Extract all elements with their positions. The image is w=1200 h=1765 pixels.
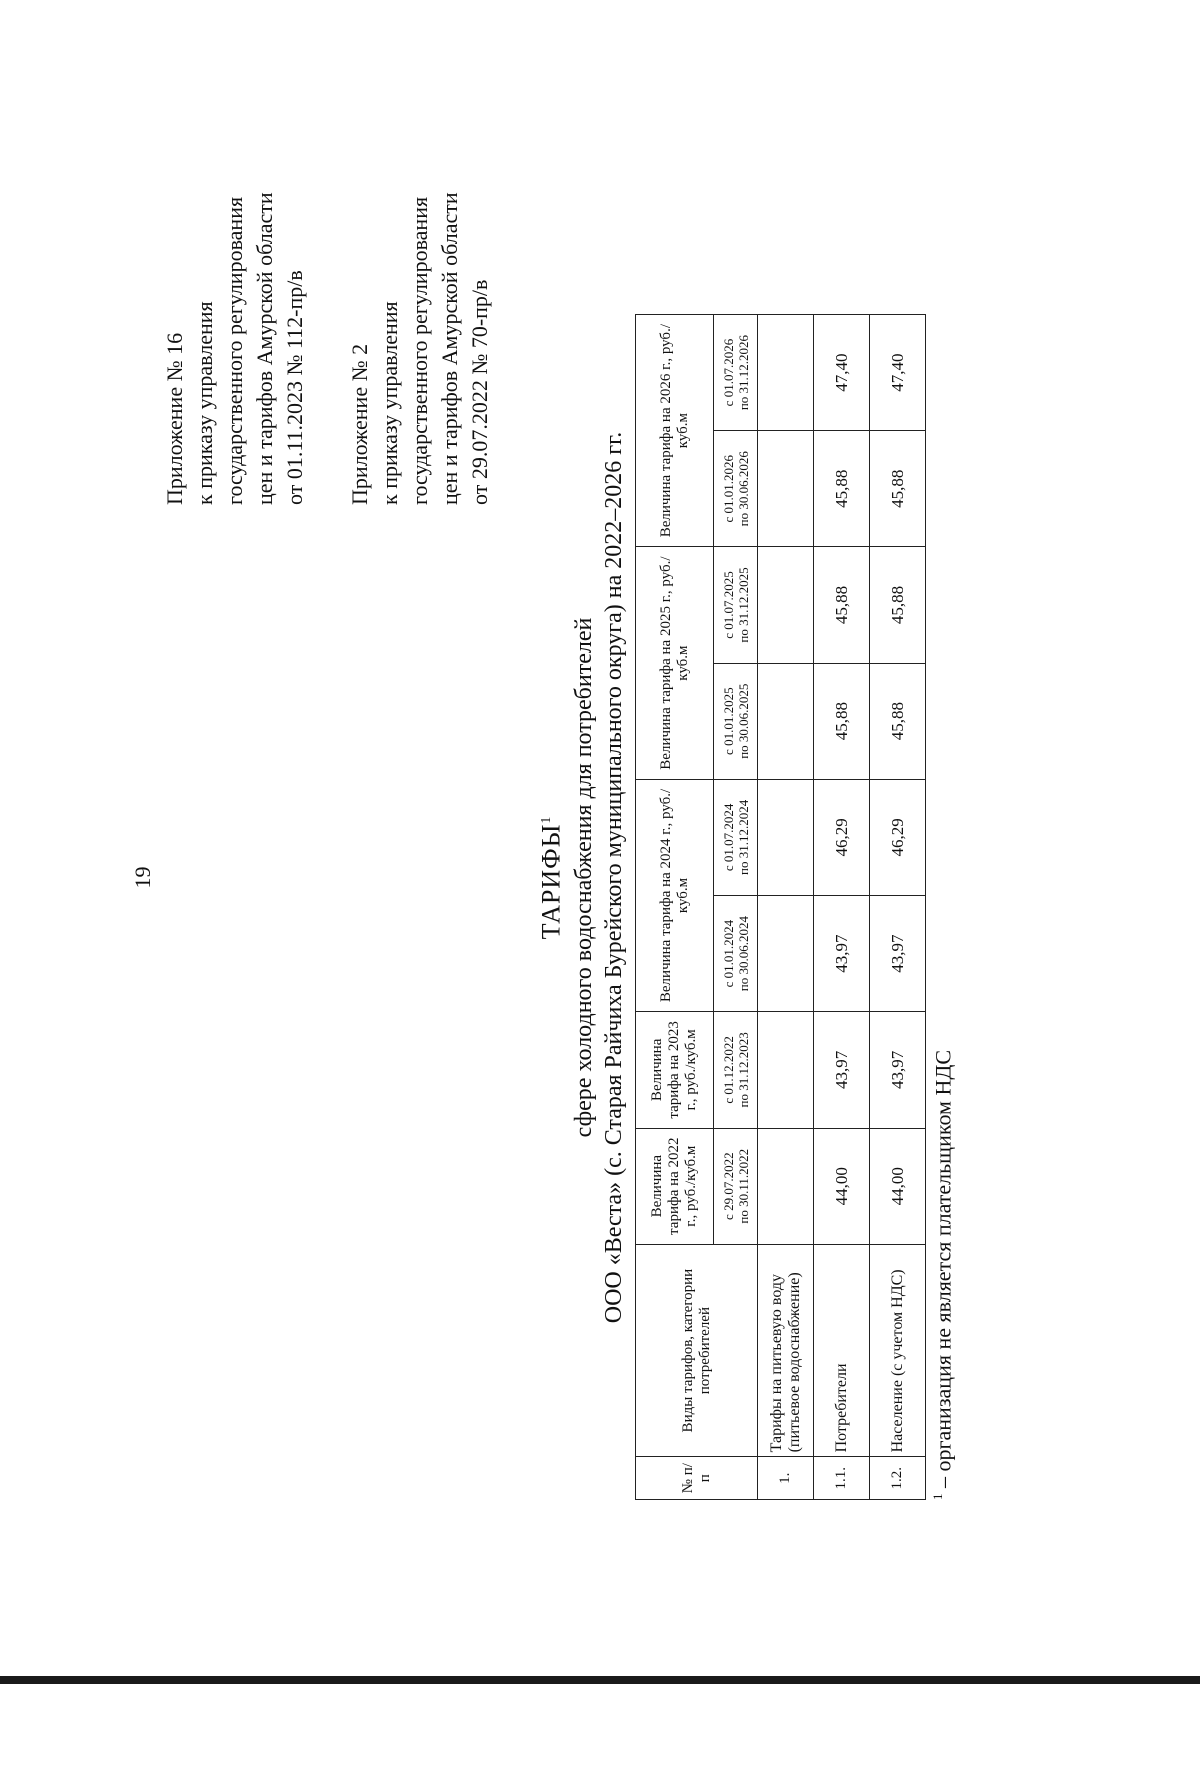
tariff-category: Потребители: [814, 1244, 870, 1457]
appendix-current-line: Приложение № 16: [162, 332, 187, 505]
tariff-value: [758, 663, 814, 779]
period-2026-h1: [714, 431, 758, 547]
period-2022: [714, 1128, 758, 1244]
appendix-current: [160, 145, 310, 505]
period-from: с 01.01.2025: [720, 687, 736, 755]
period-to: по 30.06.2024: [735, 915, 751, 992]
appendix-current-line: к приказу управления: [192, 301, 217, 505]
tariff-value: 47,40: [814, 314, 870, 430]
period-2026-h2: [714, 314, 758, 430]
tariff-value: 46,29: [814, 779, 870, 895]
tariff-value: [758, 895, 814, 1011]
period-to: по 30.11.2022: [735, 1148, 751, 1224]
table-row: [814, 201, 870, 1500]
appendix-current-line: от 01.11.2023 № 112-пр/в: [282, 270, 307, 505]
period-from: с 01.07.2026: [720, 338, 736, 407]
rotated-page: [130, 150, 980, 1605]
period-2023: [714, 1012, 758, 1128]
footnote: [930, 1050, 956, 1500]
document-title: [530, 150, 569, 1605]
header-year-2026: Величина тарифа на 2026 г., руб./куб.м: [636, 314, 714, 546]
table-row: [758, 201, 814, 1500]
period-from: с 01.01.2024: [720, 919, 736, 988]
tariff-value: 44,00: [814, 1128, 870, 1244]
tariff-value: 43,97: [814, 895, 870, 1011]
page-number: 19: [130, 866, 155, 889]
header-year-2023: Величина тарифа на 2023 г., руб./куб.м: [636, 1012, 714, 1128]
tariff-value: [758, 547, 814, 663]
appendix-original-line: Приложение № 2: [347, 343, 372, 505]
title-block: [530, 150, 629, 1605]
tariff-value: 45,88: [870, 663, 926, 779]
tariff-value: 45,88: [814, 431, 870, 547]
tariff-value: [758, 779, 814, 895]
appendix-current-line: цен и тарифов Амурской области: [252, 192, 277, 505]
document-title-text: ТАРИФЫ: [536, 823, 566, 940]
footnote-text: – организация не является плательщиком НДС: [930, 1049, 956, 1494]
row-number: 1.: [758, 1457, 814, 1500]
appendix-original-line: цен и тарифов Амурской области: [437, 192, 462, 505]
tariff-value: 45,88: [870, 431, 926, 547]
row-number: 1.1.: [814, 1457, 870, 1500]
period-2024-h2: [714, 779, 758, 895]
tariff-value: 45,88: [814, 663, 870, 779]
period-from: с 01.12.2022: [720, 1036, 736, 1104]
header-name: Виды тарифов, категории потребителей: [636, 1244, 758, 1457]
tariff-value: 43,97: [814, 1012, 870, 1128]
tariff-value: 47,40: [870, 314, 926, 430]
footnote-reference: 1: [539, 815, 554, 824]
row-number: 1.2.: [870, 1457, 926, 1500]
period-to: по 30.06.2026: [735, 451, 751, 527]
header-year-2025: Величина тарифа на 2025 г., руб./куб.м: [636, 547, 714, 779]
period-to: по 31.12.2024: [735, 799, 751, 875]
tariff-value: [758, 1128, 814, 1244]
appendix-original: [345, 145, 495, 505]
period-from: с 01.01.2026: [720, 455, 736, 523]
tariff-value: 43,97: [870, 895, 926, 1011]
table-header-row: [636, 201, 714, 1500]
document-subtitle: ООО «Веста» (с. Старая Райчиха Бурейского муниципального округа) на 2022–2026 гг.: [600, 431, 627, 1324]
header-year-2024: Величина тарифа на 2024 г., руб./куб.м: [636, 779, 714, 1011]
tariff-value: [758, 431, 814, 547]
scan-edge-bar: [0, 1676, 1200, 1684]
tariff-category: Население (с учетом НДС): [870, 1244, 926, 1457]
header-num: № п/п: [636, 1457, 758, 1500]
tariff-value: 44,00: [870, 1128, 926, 1244]
tariffs-table: [635, 200, 926, 1500]
tariff-value: 45,88: [870, 547, 926, 663]
period-2025-h2: [714, 547, 758, 663]
tariff-value: [758, 1012, 814, 1128]
period-to: по 31.12.2023: [735, 1032, 751, 1108]
table-row: [870, 201, 926, 1500]
header-year-2022: Величина тарифа на 2022 г., руб./куб.м: [636, 1128, 714, 1244]
appendix-original-line: государственного регулирования: [407, 196, 432, 505]
tariff-category: Тарифы на питьевую воду (питьевое водоснабжение): [758, 1244, 814, 1457]
tariff-value: 43,97: [870, 1012, 926, 1128]
period-to: по 31.12.2026: [735, 334, 751, 411]
period-from: с 01.07.2024: [720, 803, 736, 872]
period-from: с 01.07.2025: [720, 571, 736, 639]
appendix-original-line: к приказу управления: [377, 301, 402, 505]
footnote-mark: 1: [930, 1493, 945, 1500]
document-subtitle: сфере холодного водоснабжения для потребителей: [570, 617, 597, 1138]
period-2024-h1: [714, 895, 758, 1011]
period-2025-h1: [714, 663, 758, 779]
period-to: по 30.06.2025: [735, 683, 751, 759]
tariff-value: 45,88: [814, 547, 870, 663]
tariff-value: 46,29: [870, 779, 926, 895]
appendix-original-line: от 29.07.2022 № 70-пр/в: [467, 279, 492, 505]
period-from: с 29.07.2022: [720, 1152, 736, 1220]
tariff-value: [758, 314, 814, 430]
appendix-current-line: государственного регулирования: [222, 196, 247, 505]
period-to: по 31.12.2025: [735, 567, 751, 643]
